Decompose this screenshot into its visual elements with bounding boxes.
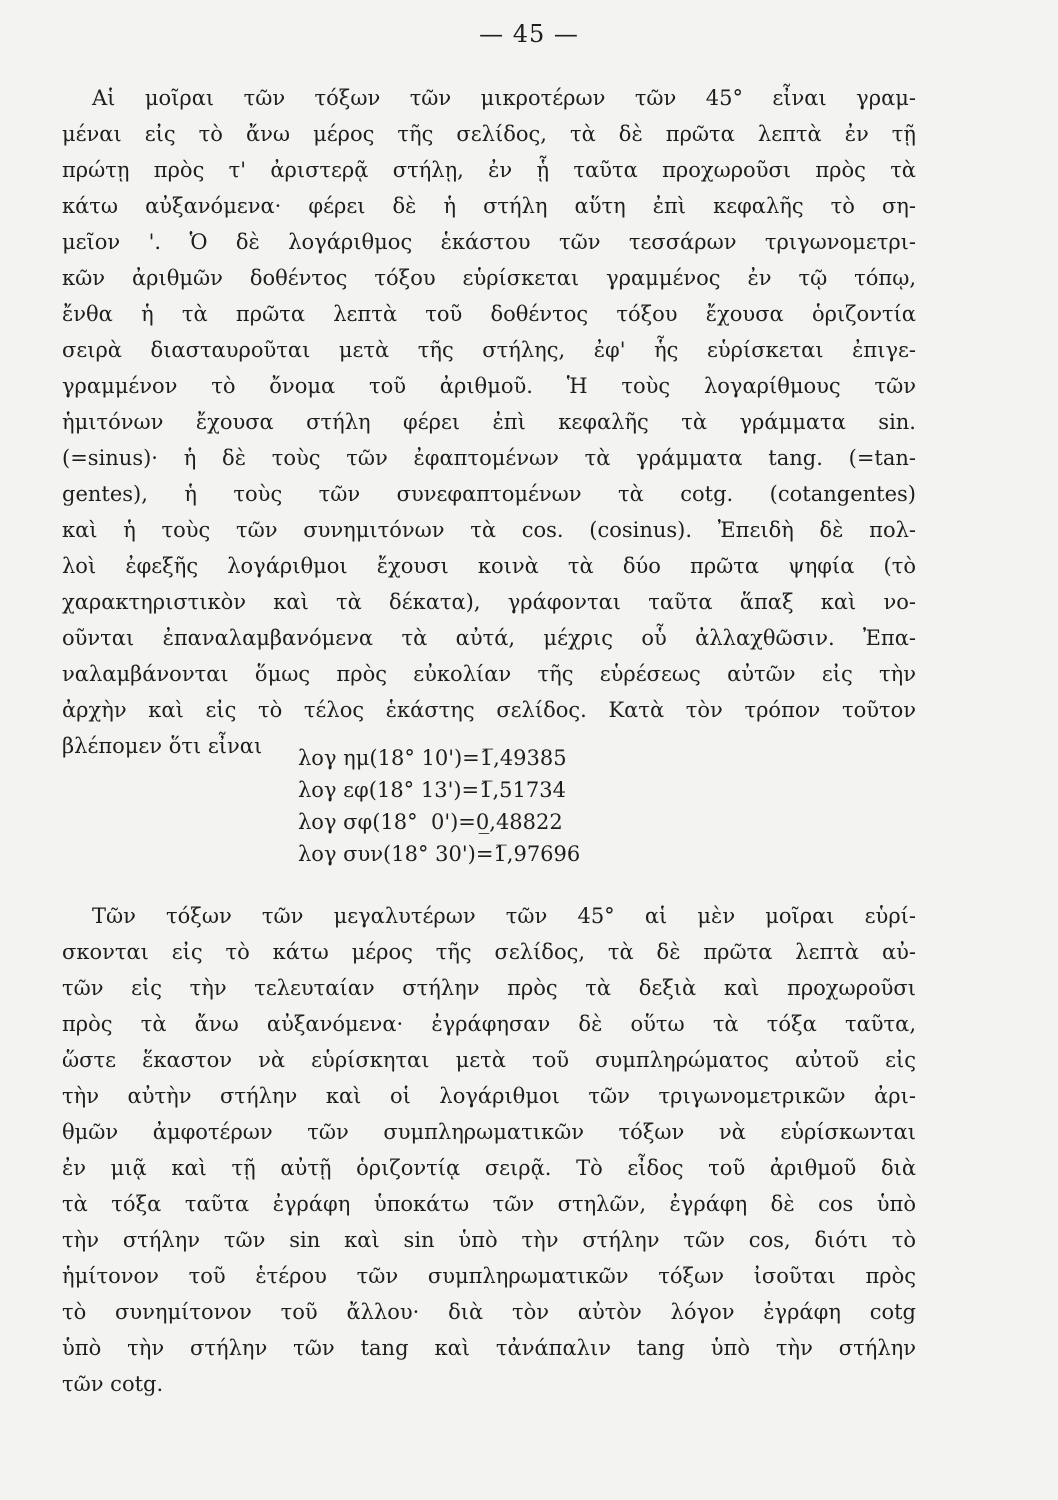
text-line: καὶ ἡ τοὺς τῶν συνημιτόνων τὰ cos. (cosinus). Ἐπειδὴ δὲ πολ- (62, 518, 916, 542)
text-line: κάτω αὐξανόμενα· φέρει δὲ ἡ στήλη αὕτη ἐπὶ κεφαλῆς τὸ ση- (62, 194, 916, 218)
paragraph-2 (62, 898, 916, 1402)
text-line: λοὶ ἐφεξῆς λογάριθμοι ἔχουσι κοινὰ τὰ δύο πρῶτα ψηφία (τὸ (62, 554, 916, 578)
text-line: τῶν cotg. (62, 1372, 164, 1396)
text-line: σειρὰ διασταυροῦται μετὰ τῆς στήλης, ἐφ' ἧς εὑρίσκεται ἐπιγε- (62, 338, 916, 362)
formula-line: λογ σφ(18° 0')=0̲,48822 (298, 810, 563, 834)
text-line: βλέπομεν ὅτι εἶναι (62, 734, 263, 758)
text-line: ναλαμβάνονται ὅμως πρὸς εὐκολίαν τῆς εὑρέσεως αὐτῶν εἰς τὴν (62, 662, 916, 686)
text-line: τῶν εἰς τὴν τελευταίαν στήλην πρὸς τὰ δεξιὰ καὶ προχωροῦσι (62, 976, 916, 1000)
page-number: — 45 — (479, 20, 579, 48)
text-line: κῶν ἀριθμῶν δοθέντος τόξου εὑρίσκεται γραμμένος ἐν τῷ τόπῳ, (62, 266, 916, 290)
paragraph-1 (62, 80, 916, 764)
text-line: ἐν μιᾷ καὶ τῇ αὐτῇ ὁριζοντίᾳ σειρᾷ. Τὸ εἶδος τοῦ ἀριθμοῦ διὰ (62, 1156, 916, 1180)
formula-line: λογ εφ(18° 13')=1̅,51734 (298, 778, 566, 802)
text-line: ὥστε ἕκαστον νὰ εὑρίσκηται μετὰ τοῦ συμπληρώματος αὐτοῦ εἰς (62, 1048, 916, 1072)
text-line: μεῖον '. Ὁ δὲ λογάριθμος ἑκάστου τῶν τεσσάρων τριγωνομετρι- (62, 230, 916, 254)
text-line: μέναι εἰς τὸ ἄνω μέρος τῆς σελίδος, τὰ δὲ πρῶτα λεπτὰ ἐν τῇ (62, 122, 916, 146)
text-line: τὰ τόξα ταῦτα ἐγράφη ὑποκάτω τῶν στηλῶν, ἐγράφη δὲ cos ὑπὸ (62, 1192, 916, 1216)
text-line: ἡμίτονον τοῦ ἑτέρου τῶν συμπληρωματικῶν τόξων ἰσοῦται πρὸς (62, 1264, 916, 1288)
logarithm-formulas (298, 742, 718, 870)
text-line: ἔνθα ἡ τὰ πρῶτα λεπτὰ τοῦ δοθέντος τόξου ἔχουσα ὁριζοντία (62, 302, 916, 326)
text-line: gentes), ἡ τοὺς τῶν συνεφαπτομένων τὰ cotg. (cotangentes) (62, 482, 916, 506)
text-line: ὑπὸ τὴν στήλην τῶν tang καὶ τἀνάπαλιν tang ὑπὸ τὴν στήλην (62, 1336, 916, 1360)
text-line: Αἱ μοῖραι τῶν τόξων τῶν μικροτέρων τῶν 45° εἶναι γραμ- (92, 86, 916, 110)
text-line: σκονται εἰς τὸ κάτω μέρος τῆς σελίδος, τὰ δὲ πρῶτα λεπτὰ αὐ- (62, 940, 916, 964)
formula-line: λογ συν(18° 30')=1̅,97696 (298, 842, 581, 866)
text-line: Τῶν τόξων τῶν μεγαλυτέρων τῶν 45° αἱ μὲν μοῖραι εὑρί- (92, 904, 916, 928)
text-line: θμῶν ἀμφοτέρων τῶν συμπληρωματικῶν τόξων νὰ εὑρίσκωνται (62, 1120, 916, 1144)
text-line: γραμμένον τὸ ὄνομα τοῦ ἀριθμοῦ. Ἡ τοὺς λογαρίθμους τῶν (62, 374, 916, 398)
text-line: ἡμιτόνων ἔχουσα στήλη φέρει ἐπὶ κεφαλῆς τὰ γράμματα sin. (62, 410, 916, 434)
text-line: τὸ συνημίτονον τοῦ ἄλλου· διὰ τὸν αὐτὸν λόγον ἐγράφη cotg (62, 1300, 916, 1324)
text-line: ἀρχὴν καὶ εἰς τὸ τέλος ἑκάστης σελίδος. Κατὰ τὸν τρόπον τοῦτον (62, 698, 916, 722)
text-line: τὴν αὐτὴν στήλην καὶ οἱ λογάριθμοι τῶν τριγωνομετρικῶν ἀρι- (62, 1084, 916, 1108)
text-line: πρώτῃ πρὸς τ' ἀριστερᾷ στήλῃ, ἐν ᾗ ταῦτα προχωροῦσι πρὸς τὰ (62, 158, 916, 182)
text-line: (=sinus)· ἡ δὲ τοὺς τῶν ἐφαπτομένων τὰ γράμματα tang. (=tan- (62, 446, 916, 470)
text-line: οῦνται ἐπαναλαμβανόμενα τὰ αὐτά, μέχρις οὗ ἀλλαχθῶσιν. Ἐπα- (62, 626, 916, 650)
text-line: χαρακτηριστικὸν καὶ τὰ δέκατα), γράφονται ταῦτα ἅπαξ καὶ νο- (62, 590, 916, 614)
formula-line: λογ ημ(18° 10')=1̅,49385 (298, 746, 567, 770)
text-line: τὴν στήλην τῶν sin καὶ sin ὑπὸ τὴν στήλην τῶν cos, διότι τὸ (62, 1228, 916, 1252)
text-line: πρὸς τὰ ἄνω αὐξανόμενα· ἐγράφησαν δὲ οὕτω τὰ τόξα ταῦτα, (62, 1012, 916, 1036)
